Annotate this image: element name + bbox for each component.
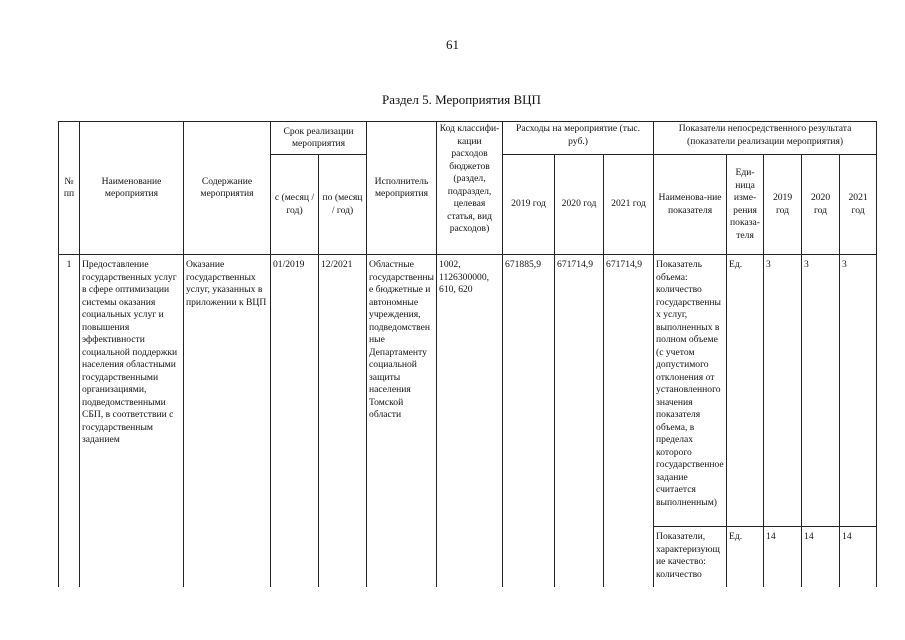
page-number: 61 — [446, 37, 459, 52]
header-ind-name: Наименова-ние показателя — [654, 155, 727, 255]
header-name: Наименование мероприятия — [80, 122, 184, 255]
header-exp-2020: 2020 год — [555, 155, 604, 255]
row-to: 12/2021 — [319, 255, 367, 587]
header-ind-unit: Еди-ница изме-рения показа-теля — [727, 155, 764, 255]
indicator-2019: 14 — [764, 527, 802, 587]
header-indicators-group: Показатели непосредственного результата (показатели реализации мероприятия) — [654, 122, 877, 155]
table-row — [59, 255, 877, 527]
indicator-2021: 3 — [840, 255, 877, 527]
header-content: Содержание мероприятия — [184, 122, 271, 255]
header-exp-2019: 2019 год — [503, 155, 555, 255]
section-title: Раздел 5. Мероприятия ВЦП — [382, 92, 541, 107]
header-period-group: Срок реализации мероприятия — [271, 122, 367, 155]
row-name: Предоставление государственных услуг в сфере оптимизации системы оказания социальных услуг и повышения эффективности социальной поддержки населения областными государственными организациями, подведомственными СБП, в соответствии с государственным заданием — [80, 255, 184, 587]
indicator-unit: Ед. — [727, 255, 764, 527]
header-period-from: с (месяц / год) — [271, 155, 319, 255]
header-code: Код классифи-кации расходов бюджетов (раздел, подраздел, целевая статья, вид расходов) — [437, 122, 503, 255]
header-expenses-group: Расходы на мероприятие (тыс. руб.) — [503, 122, 654, 155]
row-code: 1002, 1126300000, 610, 620 — [437, 255, 503, 587]
row-content: Оказание государственных услуг, указанных в приложении к ВЦП — [184, 255, 271, 587]
header-ind-2021: 2021 год — [840, 155, 877, 255]
row-exp-2021: 671714,9 — [604, 255, 654, 587]
indicator-unit: Ед. — [727, 527, 764, 587]
header-ind-2020: 2020 год — [802, 155, 840, 255]
row-exp-2019: 671885,9 — [503, 255, 555, 587]
header-exp-2021: 2021 год — [604, 155, 654, 255]
indicator-2020: 14 — [802, 527, 840, 587]
row-from: 01/2019 — [271, 255, 319, 587]
activities-table — [58, 121, 877, 587]
row-no: 1 — [59, 255, 80, 587]
row-executor: Областные государственные бюджетные и автономные учреждения, подведомственные Департаменту социальной защиты населения Томской области — [367, 255, 437, 587]
indicator-name: Показатель объема: количество государственных услуг, выполненных в полном объеме (с учетом допустимого отклонения от установленного значения показателя объема, в пределах которого государственное задание считается выполненным) — [654, 255, 727, 527]
indicator-2020: 3 — [802, 255, 840, 527]
indicator-name: Показатели, характеризующие качество: количество — [654, 527, 727, 587]
indicator-2019: 3 — [764, 255, 802, 527]
indicator-2021: 14 — [840, 527, 877, 587]
row-exp-2020: 671714,9 — [555, 255, 604, 587]
header-no: № пп — [59, 122, 80, 255]
header-period-to: по (месяц / год) — [319, 155, 367, 255]
header-ind-2019: 2019 год — [764, 155, 802, 255]
header-executor: Исполнитель мероприятия — [367, 122, 437, 255]
